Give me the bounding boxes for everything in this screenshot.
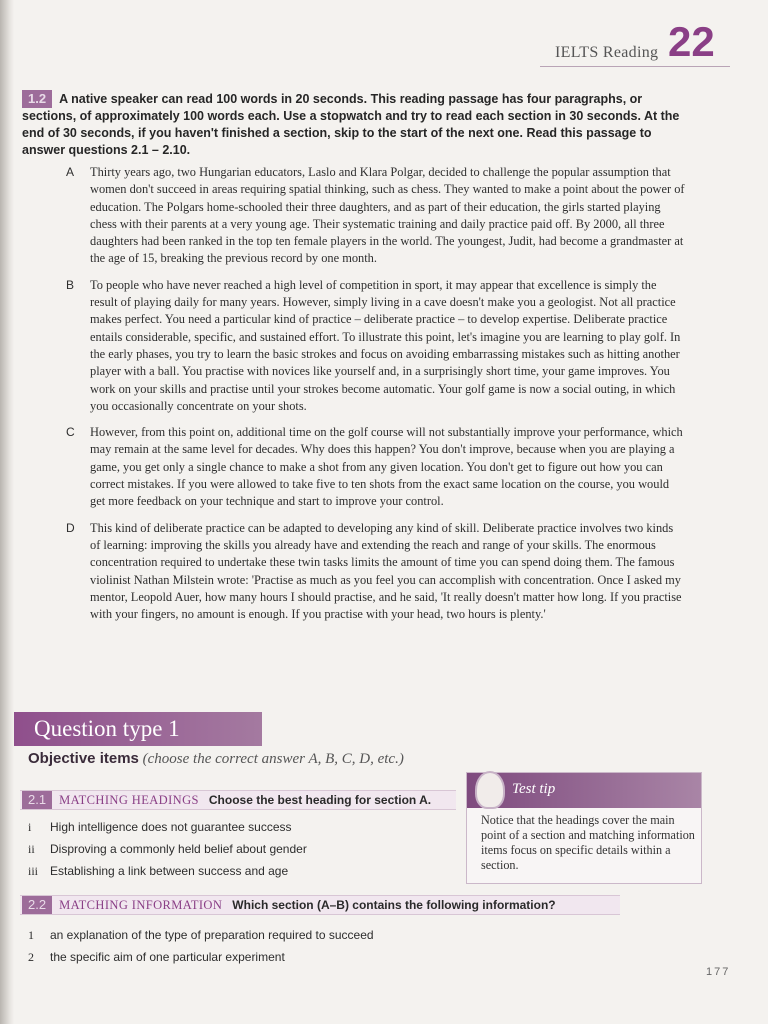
lightbulb-icon [475,771,505,809]
subtitle-rest: (choose the correct answer A, B, C, D, etc.) [142,751,404,767]
test-tip-label: Test tip [512,781,556,797]
paragraph-text: To people who have never reached a high level of competition in sport, it may appear that excellence is simply the result of playing daily for many years. However, simply living in a cave doesn't make you a geologist. Not all practice makes perfect. You need a particular kind of practice – deliberate practice – to develop expertise. Deliberate practice entails considerable, specific, and sustained effort. To illustrate this point, let's imagine you are learning to play golf. In the early phases, you try to learn the basic strokes and focus on avoiding embarrassing mistakes such as hitting another player with a ball. You practise with novices like yourself and, in a surprisingly short time, your game improves. You work on your skills and practise until your strokes become automatic. Your golf game is now a social outing, in which you occasionally concentrate on your shots. [90,277,681,413]
heading-options-list [28,816,307,882]
paragraph-letter: B [66,277,75,292]
question-category: MATCHING INFORMATION [59,898,223,912]
list-item [28,946,374,968]
item-text: High intelligence does not guarantee success [50,820,292,834]
paragraph-letter: A [66,165,75,179]
test-tip-box [466,772,702,884]
running-header-title: IELTS Reading [555,44,659,61]
header-rule [540,66,730,67]
question-badge: 2.2 [22,896,52,914]
question-heading-2-2 [22,896,556,914]
paragraph-d [66,520,686,624]
exercise-badge: 1.2 [22,90,52,108]
item-numeral: i [28,820,32,834]
item-text: Disproving a commonly held belief about gender [50,842,307,856]
intro-text: A native speaker can read 100 words in 20 seconds. This reading passage has four paragraphs, or sections, of approximately 100 words each. Use a stopwatch and try to read each section in 30 seconds. At the end of 30 seconds, if you haven't finished a section, skip to the start of the next one. Read this passage to answer questions 2.1 – 2.10. [22,92,680,157]
question-type-banner: Question type 1 [14,712,262,746]
paragraph-text: Thirty years ago, two Hungarian educators, Laslo and Klara Polgar, decided to challenge the popular assumption that women don't succeed in areas requiring spatial thinking, such as chess. They wanted to make a point about the power of education. The Polgars home-schooled their three daughters, and as part of their education, the girls started playing chess with their parents at a very young age. Their systematic training and daily practice paid off. By 2000, all three daughters had been ranked in the top ten female players in the world. The youngest, Judit, had become a grandmaster at the age of 15, breaking the previous record by one month. [90,165,685,266]
list-item [28,860,307,882]
question-instruction: Choose the best heading for section A. [208,793,432,807]
paragraph-text: However, from this point on, additional time on the golf course will not substantially improve your performance, which may remain at the same level for decades. Why does this happen? You don't improve, because when you are playing a game, you get only a single chance to make a shot from any given location. You don't get to figure out how you can correct mistakes. If you were allowed to take five to ten shots from the exact same location on the course, you would get more feedback on your technique and start to improve your control. [90,425,683,509]
question-badge: 2.1 [22,791,52,809]
test-tip-header [467,773,701,808]
paragraph-b [66,277,686,415]
question-type-subtitle [28,750,404,768]
question-category: MATCHING HEADINGS [59,793,199,807]
item-number: 1 [28,928,34,942]
information-items-list [28,924,374,968]
list-item [28,924,374,946]
item-numeral: iii [28,864,39,878]
paragraph-text: This kind of deliberate practice can be adapted to developing any kind of skill. Deliberate practice involves two kinds of learning: improving the skills you already have and extending the reach and range of your skills. The enormous concentration required to undertake these twin tasks limits the amount of time you can spend doing them. The famous violinist Nathan Milstein wrote: 'Practise as much as you feel you can accomplish with concentration. Once I asked my mentor, Leopold Auer, how many hours I should practise, and he said, 'It really doesn't matter how long. If you practise with your fingers, no amount is enough. If you practise with your head, two hours is plenty.' [90,520,682,622]
subtitle-bold: Objective items [28,750,139,767]
question-instruction: Which section (A–B) contains the following information? [232,898,556,912]
unit-number: 22 [668,18,715,65]
page-spine-shadow [0,0,14,1024]
page-number: 177 [706,966,731,978]
item-text: Establishing a link between success and age [50,864,289,878]
item-numeral: ii [28,842,35,856]
paragraph-a [66,164,686,268]
test-tip-text: Notice that the headings cover the main point of a section and matching information items focus on specific details within a section. [481,813,695,872]
paragraph-letter: C [66,425,75,440]
reading-passage [66,164,686,632]
item-text: an explanation of the type of preparation required to succeed [50,928,374,942]
item-number: 2 [28,950,34,964]
paragraph-letter: D [66,520,75,535]
intro-instructions [22,90,692,159]
paragraph-c [66,424,686,510]
list-item [28,838,307,860]
item-text: the specific aim of one particular experiment [50,950,285,964]
list-item [28,816,307,838]
question-heading-2-1 [22,791,431,809]
